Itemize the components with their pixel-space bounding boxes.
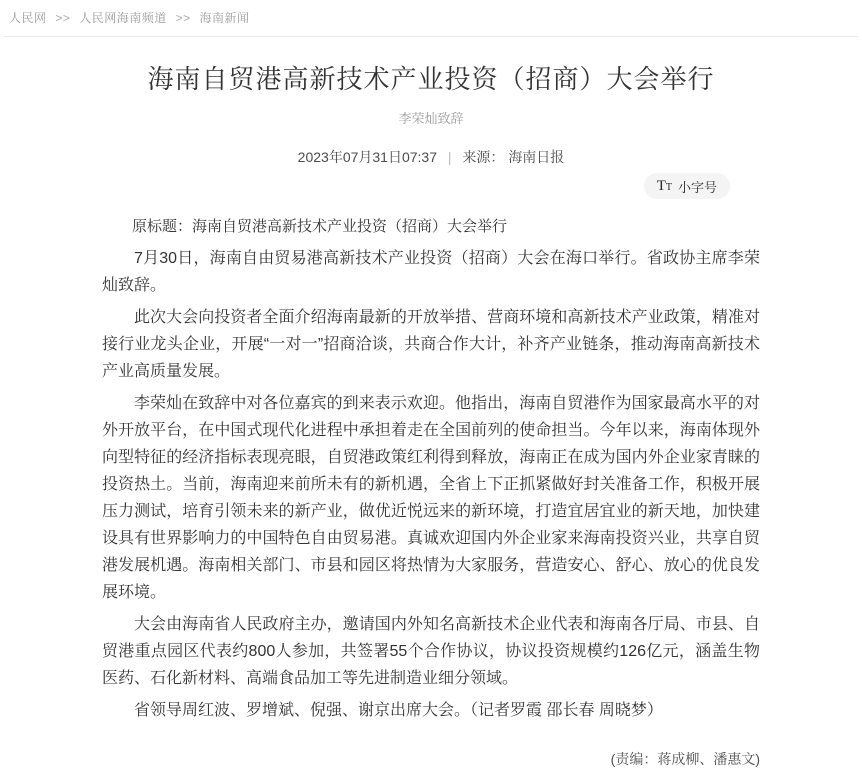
meta-separator: | <box>447 149 452 166</box>
breadcrumb-link-hainan-channel[interactable]: 人民网海南频道 <box>79 11 167 25</box>
paragraph-4: 大会由海南省人民政府主办，邀请国内外知名高新技术企业代表和海南各厅局、市县、自贸港重点园区代表约800人参加，共签署55个合作协议，协议投资规模约126亿元，涵盖生物医药、石化新材料、高端食品加工等先进制造业细分领域。 <box>102 616 760 688</box>
source-link[interactable]: 海南日报 <box>508 149 565 166</box>
breadcrumb-link-peoples-net[interactable]: 人民网 <box>9 11 47 25</box>
breadcrumb-separator: >> <box>175 11 191 25</box>
original-title-label: 原标题： <box>132 218 193 236</box>
original-title-line <box>102 213 760 240</box>
article-subtitle: 李荣灿致辞 <box>398 111 464 127</box>
article-body <box>102 213 760 773</box>
paragraph-5: 省领导周红波、罗增斌、倪强、谢京出席大会。（记者罗霞 邵长春 周晓梦） <box>134 702 663 720</box>
source-label: 来源： <box>462 149 505 166</box>
header-divider <box>4 36 858 37</box>
breadcrumb-link-hainan-news[interactable]: 海南新闻 <box>199 11 250 25</box>
breadcrumb <box>0 0 862 36</box>
article-title: 海南自贸港高新技术产业投资（招商）大会举行 <box>147 64 715 94</box>
paragraph-3: 李荣灿在致辞中对各位嘉宾的到来表示欢迎。他指出，海南自贸港作为国家最高水平的对外开放平台，在中国式现代化进程中承担着走在全国前列的使命担当。今年以来，海南体现外向型特征的经济指标表现亮眼，自贸港政策红利得到释放，海南正在成为国内外企业家青睐的投资热土。当前，海南迎来前所未有的新机遇，全省上下正抓紧做好封关准备工作，积极开展压力测试，培育引领未来的新产业，做优近悦远来的新环境，打造宜居宜业的新天地，加快建设具有世界影响力的中国特色自由贸易港。真诚欢迎国内外企业家来海南投资兴业，共享自贸港发展机遇。海南相关部门、市县和园区将热情为大家服务，营造安心、舒心、放心的优良发展环境。 <box>102 395 760 602</box>
publish-date: 2023年07月31日07:37 <box>297 149 437 166</box>
font-size-icon: TT <box>656 177 672 194</box>
article-toolbar <box>102 173 760 200</box>
article-meta <box>102 147 760 167</box>
font-size-label: 小字号 <box>677 179 717 195</box>
paragraph-2: 此次大会向投资者全面介绍海南最新的开放举措、营商环境和高新技术产业政策，精准对接行业龙头企业，开展“一对一”招商洽谈，共商合作大计，补齐产业链条，推动海南高新技术产业高质量发展。 <box>102 309 760 381</box>
article-container <box>102 62 760 773</box>
editor-note: (责编：蒋成柳、潘惠文) <box>610 751 760 768</box>
breadcrumb-separator: >> <box>55 11 71 25</box>
paragraph-1: 7月30日，海南自由贸易港高新技术产业投资（招商）大会在海口举行。省政协主席李荣灿致辞。 <box>102 250 760 295</box>
font-size-button[interactable] <box>644 173 730 199</box>
original-title-text: 海南自贸港高新技术产业投资（招商）大会举行 <box>192 218 508 236</box>
